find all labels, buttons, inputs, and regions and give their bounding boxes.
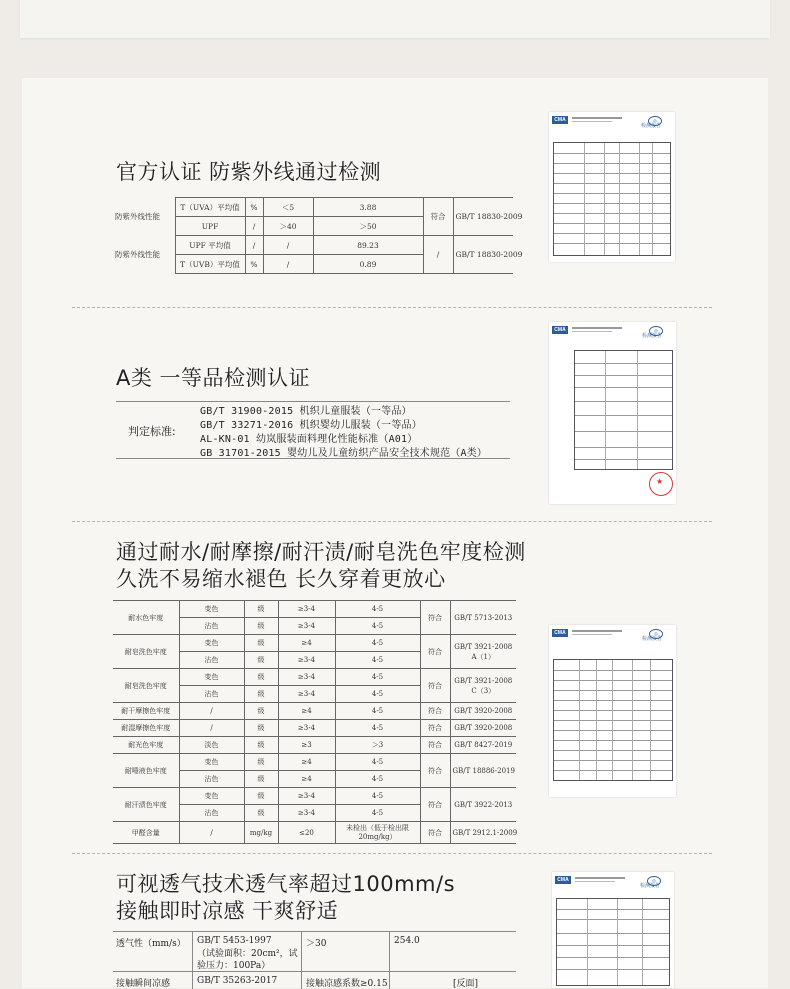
report-title: 检测报告 [641,636,662,642]
fastness-subitem: / [179,703,244,720]
air-row2-std: GB/T 35263-2017 [197,976,278,986]
fastness-unit: 级 [244,788,278,805]
uv-label-2: 防紫外线性能 [115,250,160,259]
report-badge: ◎ [648,116,662,126]
fastness-result: 4-5 [335,771,420,788]
fastness-requirement: ≥3-4 [278,669,335,686]
fastness-subitem: 变色 [179,754,244,771]
fastness-result: 4-5 [335,635,420,652]
fastness-verdict: 符合 [420,737,450,754]
uv-unit: / [245,217,263,236]
standard-line: GB 31701-2015 婴幼儿及儿童纺织产品安全技术规范（A类） [200,448,488,459]
fastness-subitem: 沾色 [179,618,244,635]
uv-result: ＞50 [313,217,423,236]
fastness-row [113,754,516,771]
uv-result: 0.89 [313,255,423,274]
fastness-result: 4-5 [335,618,420,635]
fastness-standard [450,703,516,720]
uv-req: / [263,255,313,274]
report-logo: CMA [555,876,571,884]
fastness-item-name: 耐皂洗色牢度 [113,669,179,703]
fastness-standard-code: GB/T 3920-2008 [454,707,513,715]
fastness-subitem: 变色 [179,669,244,686]
report-logo: CMA [552,629,568,637]
fastness-standard-code: GB/T 8427-2019 [454,741,513,749]
test-report-image-1 [549,112,675,262]
fastness-unit: 级 [244,805,278,822]
uv-item: T（UVB）平均值 [175,255,245,274]
fastness-result: 未检出（低于检出限20mg/kg） [335,822,420,844]
fastness-row [113,822,516,844]
fastness-result: 4-5 [335,686,420,703]
uv-item: UPF 平均值 [175,236,245,255]
uv-label-1: 防紫外线性能 [115,212,160,221]
fastness-standard [450,720,516,737]
air-row2-result: [反面] [453,979,479,989]
uv-verdict: / [423,236,453,274]
divider [72,521,712,522]
fastness-requirement: ≥3-4 [278,805,335,822]
fastness-standard-code: GB/T 2912.1-2009 [452,828,518,837]
fastness-item-name: 耐光色牢度 [113,737,179,754]
report-title: 检测报告 [639,883,660,889]
fastness-row [113,669,516,686]
section3-title-line1: 通过耐水/耐摩擦/耐汗渍/耐皂洗色牢度检测 [116,540,526,564]
air-row1-req: ＞30 [306,939,327,949]
fastness-requirement: ≥3-4 [278,720,335,737]
fastness-requirement: ≥4 [278,635,335,652]
fastness-unit: 级 [244,737,278,754]
section2-title: A类 一等品检测认证 [116,366,311,390]
fastness-standard-method: C（3） [471,686,496,695]
air-row1-name: 透气性（mm/s） [116,939,186,949]
fastness-requirement: ≥4 [278,771,335,788]
air-row2-name: 接触瞬间凉感 [116,979,171,989]
fastness-standard-code: GB/T 18886-2019 [452,766,515,775]
air-table [113,931,516,989]
fastness-verdict: 符合 [420,669,450,703]
report-title: 检测报告 [640,123,661,129]
fastness-result: 4-5 [335,669,420,686]
fastness-requirement: ≥4 [278,754,335,771]
fastness-standard-code: GB/T 5713-2013 [454,613,513,622]
fastness-requirement: ≥4 [278,703,335,720]
fastness-unit: 级 [244,601,278,618]
fastness-standard-code: GB/T 3920-2008 [454,724,513,732]
report-badge: ◎ [647,876,661,886]
fastness-standard-code: GB/T 3921-2008 [454,642,513,651]
fastness-item-name: 甲醛含量 [113,822,179,844]
fastness-verdict: 符合 [420,720,450,737]
test-report-image-2 [549,322,676,504]
fastness-requirement: ≥3-4 [278,686,335,703]
test-report-image-3 [549,625,676,797]
standards-label: 判定标准: [128,425,176,438]
report-title: 检测报告 [641,333,662,339]
fastness-requirement: ≥3 [278,737,335,754]
fastness-subitem: 变色 [179,635,244,652]
fastness-result: 4-5 [335,601,420,618]
fastness-verdict: 符合 [420,703,450,720]
fastness-standard-code: GB/T 3922-2013 [454,800,513,809]
fastness-item-name: 耐干摩擦色牢度 [113,703,179,720]
fastness-verdict: 符合 [420,822,450,844]
fastness-table [113,600,516,844]
fastness-unit: mg/kg [244,822,278,844]
uv-req: / [263,236,313,255]
fastness-standard [450,737,516,754]
fastness-verdict: 符合 [420,788,450,822]
fastness-result: ＞3 [335,737,420,754]
test-report-image-4 [552,872,674,988]
fastness-verdict: 符合 [420,754,450,788]
uv-item: UPF [175,217,245,236]
fastness-item-name: 耐湿摩擦色牢度 [113,720,179,737]
fastness-unit: 级 [244,652,278,669]
red-seal-icon [649,472,673,496]
fastness-item-name: 耐汗渍色牢度 [113,788,179,822]
fastness-standard [450,754,516,788]
uv-item: T（UVA）平均值 [175,198,245,217]
fastness-standard [450,788,516,822]
fastness-item-name: 耐皂洗色牢度 [113,635,179,669]
fastness-unit: 级 [244,754,278,771]
top-strip [20,0,770,38]
report-logo: CMA [552,116,568,124]
report-badge: ◎ [649,629,663,639]
fastness-standard [450,635,516,669]
fastness-standard-code: GB/T 3921-2008 [454,676,513,685]
uv-req: ＞40 [263,217,313,236]
standard-line: GB/T 31900-2015 机织儿童服装（一等品） [200,406,412,417]
fastness-result: 4-5 [335,703,420,720]
fastness-standard [450,822,516,844]
report-badge: ◎ [649,326,663,336]
fastness-unit: 级 [244,771,278,788]
fastness-item-name: 耐唾液色牢度 [113,754,179,788]
fastness-verdict: 符合 [420,635,450,669]
fastness-result: 4-5 [335,805,420,822]
fastness-row [113,601,516,618]
fastness-row [113,703,516,720]
fastness-requirement: ≥3-4 [278,618,335,635]
fastness-verdict: 符合 [420,601,450,635]
divider [72,853,712,854]
divider [72,307,712,308]
fastness-standard [450,601,516,635]
standard-line: AL-KN-01 幼岚服装面料理化性能标准（A01） [200,434,418,445]
standard-line: GB/T 33271-2016 机织婴幼儿服装（一等品） [200,420,422,431]
section1-title: 官方认证 防紫外线通过检测 [116,160,382,184]
air-row1-std-note: （试验面积：20cm²，试验压力：100Pa） [197,949,298,971]
fastness-subitem: / [179,720,244,737]
uv-verdict: 符合 [423,198,453,236]
fastness-result: 4-5 [335,754,420,771]
fastness-unit: 级 [244,669,278,686]
fastness-subitem: 变色 [179,788,244,805]
uv-table [113,197,523,274]
fastness-requirement: ≥3-4 [278,601,335,618]
fastness-unit: 级 [244,635,278,652]
section3-title-line2: 久洗不易缩水褪色 长久穿着更放心 [116,567,446,591]
fastness-row [113,635,516,652]
fastness-result: 4-5 [335,720,420,737]
fastness-item-name: 耐水色牢度 [113,601,179,635]
fastness-subitem: 沾色 [179,652,244,669]
uv-result: 89.23 [313,236,423,255]
fastness-row [113,720,516,737]
uv-unit: / [245,236,263,255]
fastness-requirement: ≥3-4 [278,652,335,669]
fastness-subitem: / [179,822,244,844]
uv-unit: % [245,198,263,217]
fastness-row [113,788,516,805]
report-logo: CMA [552,326,568,334]
fastness-requirement: ≥3-4 [278,788,335,805]
fastness-requirement: ≤20 [278,822,335,844]
fastness-subitem: 沾色 [179,771,244,788]
air-row1-std: GB/T 5453-1997 [197,936,272,946]
section4-title-line2: 接触即时凉感 干爽舒适 [116,899,339,923]
fastness-unit: 级 [244,703,278,720]
fastness-unit: 级 [244,686,278,703]
uv-result: 3.88 [313,198,423,217]
uv-standard: GB/T 18830-2009 [453,236,513,274]
fastness-subitem: 变色 [179,601,244,618]
uv-req: ＜5 [263,198,313,217]
fastness-standard [450,669,516,703]
uv-standard: GB/T 18830-2009 [453,198,513,236]
fastness-subitem: 淡色 [179,737,244,754]
fastness-subitem: 沾色 [179,805,244,822]
fastness-result: 4-5 [335,652,420,669]
fastness-standard-method: A（1） [471,652,495,661]
section4-title-line1: 可视透气技术透气率超过100mm/s [116,872,456,896]
air-row1-result: 254.0 [394,936,420,946]
fastness-row [113,737,516,754]
fastness-subitem: 沾色 [179,686,244,703]
uv-unit: % [245,255,263,274]
fastness-unit: 级 [244,618,278,635]
fastness-unit: 级 [244,720,278,737]
fastness-result: 4-5 [335,788,420,805]
air-row2-req: 接触凉感系数≥0.15 [306,979,388,989]
